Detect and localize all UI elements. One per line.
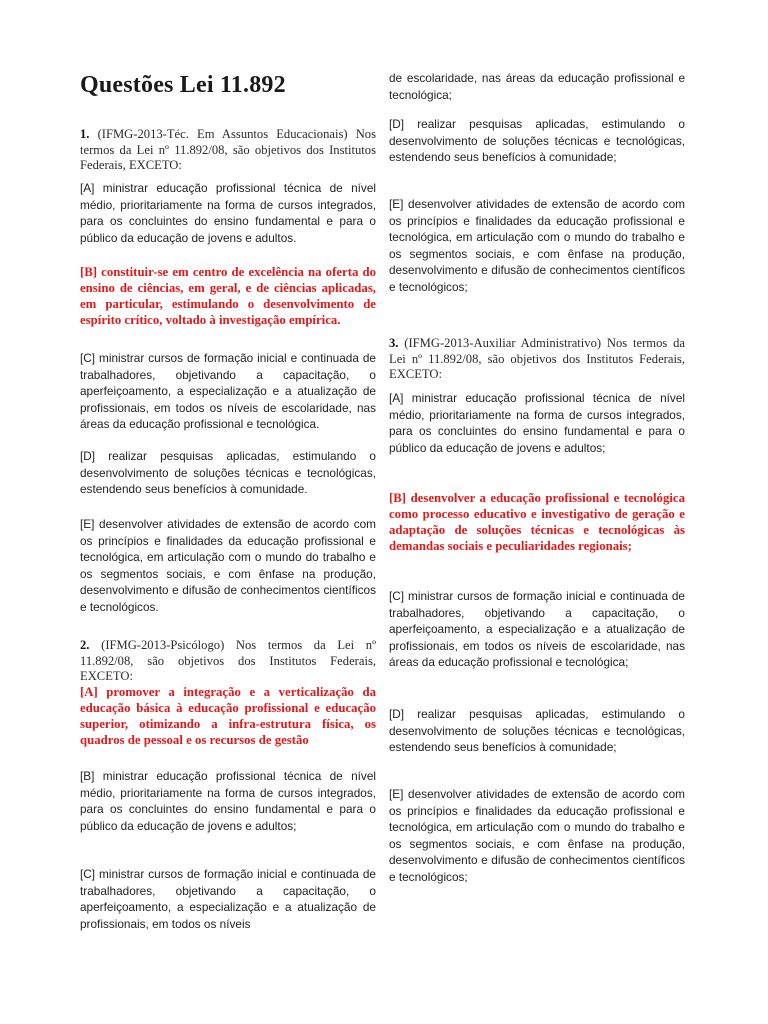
question-1-option-d: [D] realizar pesquisas aplicadas, estimulando o desenvolvimento de soluções técnicas e tecnológicas, estendendo seus benefícios à comunidade. (80, 449, 376, 497)
question-2-statement: (IFMG-2013-Psicólogo) Nos termos da Lei nº 11.892/08, são objetivos dos Institutos Federais, EXCETO: (80, 638, 376, 684)
question-3-option-b-correct: [B] desenvolver a educação profissional e tecnológica como processo educativo e investigativo de geração e adaptação de soluções técnicas e tecnológicas às demandas sociais e peculiaridades regionais; (389, 491, 685, 553)
question-1-option-b-correct: [B] constituir-se em centro de excelência na oferta do ensino de ciências, em geral, e de ciências aplicadas, em particular, estimulando o desenvolvimento de espírito crítico, voltado à investigação empírica. (80, 265, 376, 327)
question-1-option-c: [C] ministrar cursos de formação inicial e continuada de trabalhadores, objetivando a capacitação, o aperfeiçoamento, a especialização e a atualização de profissionais, em todos os níveis de escolaridade, nas áreas da educação profissional e tecnológica. (80, 351, 376, 432)
question-2-option-d: [D] realizar pesquisas aplicadas, estimulando o desenvolvimento de soluções técnicas e tecnológicas, estendendo seus benefícios à comunidade; (389, 117, 685, 165)
question-2-option-e: [E] desenvolver atividades de extensão de acordo com os princípios e finalidades da educação profissional e tecnológica, em articulação com o mundo do trabalho e os segmentos sociais, e com ênfase na produção, desenvolvimento e difusão de conhecimentos científicos e tecnológicos; (389, 197, 685, 294)
question-3-option-c: [C] ministrar cursos de formação inicial e continuada de trabalhadores, objetivando a capacitação, o aperfeiçoamento, a especialização e a atualização de profissionais, em todos os níveis de escolaridade, nas áreas da educação profissional e tecnológica; (389, 589, 685, 670)
question-2-option-a-correct: [A] promover a integração e a verticalização da educação básica à educação profissional e educação superior, otimizando a infra-estrutura física, os quadros de pessoal e os recursos de gestão (80, 685, 376, 747)
question-2-option-c-continued: de escolaridade, nas áreas da educação profissional e tecnológica; (389, 71, 685, 102)
question-3-option-e: [E] desenvolver atividades de extensão de acordo com os princípios e finalidades da educação profissional e tecnológica, em articulação com o mundo do trabalho e os segmentos sociais, e com ênfase na produção, desenvolvimento e difusão de conhecimentos científicos e tecnológicos; (389, 787, 685, 884)
question-2-number: 2. (80, 638, 90, 652)
document-title: Questões Lei 11.892 (80, 72, 286, 98)
question-1-number: 1. (80, 127, 90, 141)
question-1-option-a: [A] ministrar educação profissional técnica de nível médio, prioritariamente na forma de cursos integrados, para os concluintes do ensino fundamental e para o público da educação de jovens e adultos. (80, 181, 376, 245)
question-3-statement: (IFMG-2013-Auxiliar Administrativo) Nos termos da Lei nº 11.892/08, são objetivos dos Institutos Federais, EXCETO: (389, 336, 685, 382)
question-1-statement: (IFMG-2013-Téc. Em Assuntos Educacionais) Nos termos da Lei nº 11.892/08, são objetivos dos Institutos Federais, EXCETO: (80, 127, 376, 173)
question-3-option-d: [D] realizar pesquisas aplicadas, estimulando o desenvolvimento de soluções técnicas e tecnológicas, estendendo seus benefícios à comunidade; (389, 707, 685, 755)
question-3-header (389, 336, 685, 383)
question-1-option-e: [E] desenvolver atividades de extensão de acordo com os princípios e finalidades da educação profissional e tecnológica, em articulação com o mundo do trabalho e os segmentos sociais, e com ênfase na produção, desenvolvimento e difusão de conhecimentos científicos e tecnológicos. (80, 517, 376, 614)
question-2-option-b: [B] ministrar educação profissional técnica de nível médio, prioritariamente na forma de cursos integrados, para os concluintes do ensino fundamental e para o público da educação de jovens e adultos; (80, 769, 376, 833)
question-3-option-a: [A] ministrar educação profissional técnica de nível médio, prioritariamente na forma de cursos integrados, para os concluintes do ensino fundamental e para o público da educação de jovens e adultos; (389, 391, 685, 455)
question-2-option-c: [C] ministrar cursos de formação inicial e continuada de trabalhadores, objetivando a capacitação, o aperfeiçoamento, a especialização e a atualização de profissionais, em todos os níveis (80, 867, 376, 931)
question-1-header (80, 127, 376, 174)
question-2-header (80, 638, 376, 685)
question-3-number: 3. (389, 336, 399, 350)
